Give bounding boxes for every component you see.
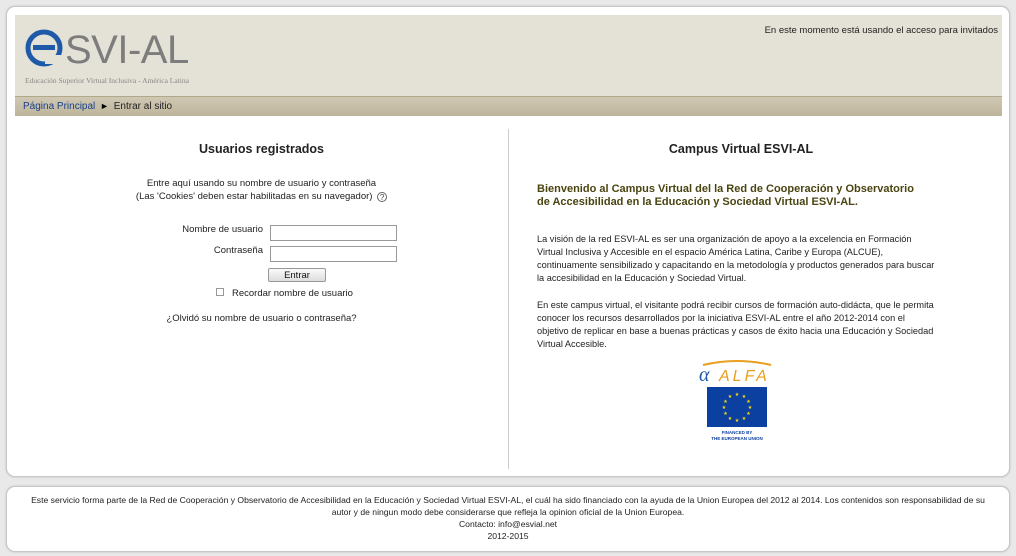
username-input[interactable] <box>270 225 397 241</box>
logo-subtitle: Educación Superior Virtual Inclusiva - América Latina <box>25 76 189 85</box>
remember-username-label[interactable]: Recordar nombre de usuario <box>232 288 353 299</box>
breadcrumb-separator-icon: ► <box>100 101 109 111</box>
svg-text:★: ★ <box>741 416 747 422</box>
password-label: Contraseña <box>213 245 263 256</box>
login-info: En este momento está usando el acceso para invitados <box>764 25 998 36</box>
login-instructions-line2: (Las 'Cookies' deben estar habilitadas en su navegador) <box>135 191 373 202</box>
alfa-logo <box>697 359 777 385</box>
breadcrumb <box>15 96 1002 116</box>
svg-text:★: ★ <box>723 411 728 417</box>
remember-username-checkbox[interactable] <box>216 288 224 296</box>
breadcrumb-home-link[interactable]: Página Principal <box>23 101 96 112</box>
svg-text:★: ★ <box>727 394 733 400</box>
column-divider <box>508 129 509 469</box>
login-instructions-line1: Entre aquí usando su nombre de usuario y contraseña <box>146 178 377 189</box>
footer-contact: Contacto: info@esvial.net <box>458 519 558 529</box>
svg-text:★: ★ <box>721 405 727 411</box>
welcome-text: Bienvenido al Campus Virtual del la Red de Cooperación y Observatorio de Accesibilidad en la Educación y Sociedad Virtual ESVI-AL. <box>537 183 914 208</box>
login-instructions <box>15 177 508 203</box>
login-submit-button[interactable]: Entrar <box>268 268 326 282</box>
login-heading: Usuarios registrados <box>198 142 325 156</box>
main-page-panel <box>6 6 1010 477</box>
eu-financing-caption <box>697 430 777 441</box>
eu-caption-line2: THE EUROPEAN UNION <box>711 435 763 441</box>
username-label: Nombre de usuario <box>182 224 263 235</box>
campus-heading: Campus Virtual ESVI-AL <box>668 142 814 156</box>
esvi-al-logo[interactable] <box>25 25 225 87</box>
svg-text:★: ★ <box>734 392 740 398</box>
logo-text: SVI-AL <box>65 28 189 72</box>
campus-paragraph: En este campus virtual, el visitante podrá recibir cursos de formación auto-didácta, que le permita conocer los recursos desarrollados por la iniciativa ESVI-AL entre el año 2012-2014 con el objetivo de replicar en base a buenas prácticas y casos de éxito hacia una Educación y Sociedad Virtual Accesible. <box>537 300 934 349</box>
alfa-logo-text: ALFA <box>719 368 770 385</box>
svg-text:α: α <box>699 364 710 385</box>
esvi-al-logo-icon <box>25 27 63 69</box>
eu-flag-icon <box>707 387 767 427</box>
svg-text:★: ★ <box>727 416 733 422</box>
password-input[interactable] <box>270 246 397 262</box>
vision-paragraph: La visión de la red ESVI-AL es ser una organización de apoyo a la excelencia en Formación Virtual Inclusiva y Accesible en el espacio América Latina, Caribe y Europa (ALCUE), continuamente sensibilizado y capacitando en la metodología y productos generados para buscar la accesibilidad en la Educación y Sociedad Virtual. <box>537 234 935 283</box>
svg-text:★: ★ <box>723 399 728 405</box>
svg-text:★: ★ <box>734 418 740 424</box>
svg-text:★: ★ <box>747 405 753 411</box>
site-header <box>15 15 1002 116</box>
eu-caption-line1: FINANCED BY <box>721 430 753 435</box>
site-footer <box>6 486 1010 552</box>
breadcrumb-current: Entrar al sitio <box>113 101 173 112</box>
svg-text:★: ★ <box>746 411 751 417</box>
footer-text: Este servicio forma parte de la Red de Cooperación y Observatorio de Accesibilidad en la Educación y Sociedad Virtual ESVI-AL, el cuál ha sido financiado con la ayuda de la Union Europea del 2012 al 2014. Los contenidos son responsabilidad de su autor y de ningun modo debe considerarse que refleja la opinion oficial de la Union Europea. <box>31 495 985 517</box>
footer-years: 2012-2015 <box>487 531 529 541</box>
forgot-credentials-link[interactable]: ¿Olvidó su nombre de usuario o contraseña? <box>166 313 357 324</box>
help-icon[interactable]: ? <box>377 192 387 202</box>
svg-text:★: ★ <box>746 399 751 405</box>
svg-text:★: ★ <box>741 394 747 400</box>
